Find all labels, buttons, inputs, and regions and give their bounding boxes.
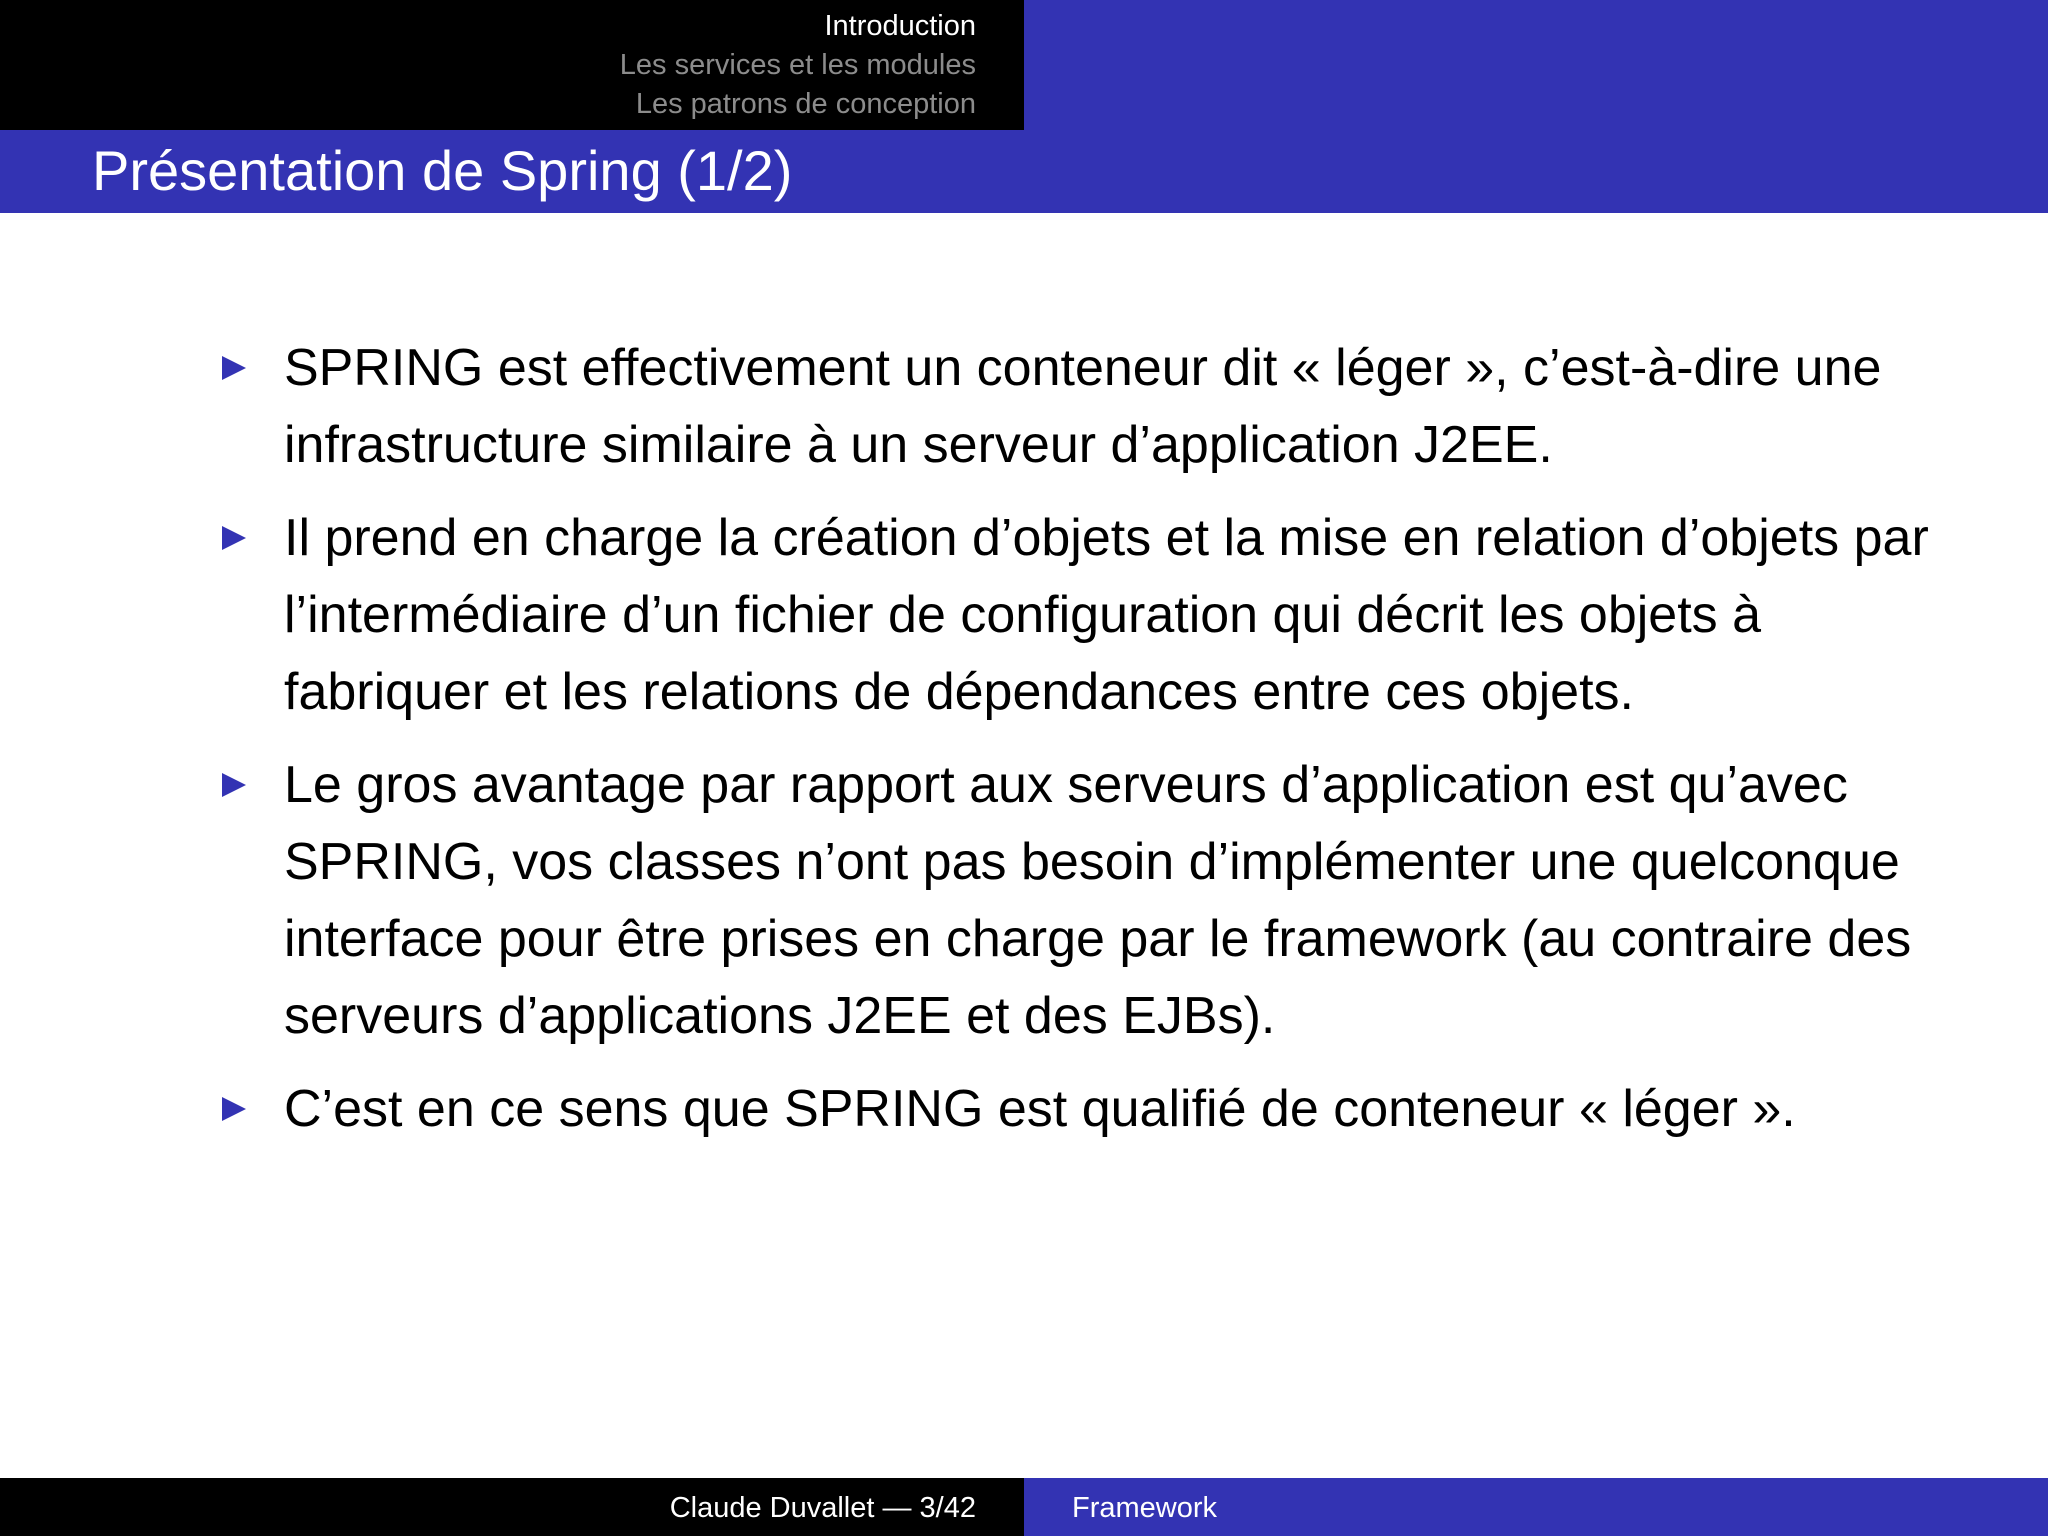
bullet-text: SPRING est effectivement un conteneur dit « léger », c’est-à-dire une infrastructure similaire à un serveur d’application J2EE.	[284, 339, 1882, 474]
bullet-text: Il prend en charge la création d’objets et la mise en relation d’objets par l’intermédiaire d’un fichier de configuration qui décrit les objets à fabriquer et les relations de dépendances entre ces objets.	[284, 509, 1929, 721]
header-bar	[0, 0, 2048, 130]
bullet-text: C’est en ce sens que SPRING est qualifié de conteneur « léger ».	[284, 1080, 1796, 1138]
bullet-item	[222, 500, 1942, 731]
section-navigation	[620, 7, 976, 124]
bullet-item	[222, 1071, 1942, 1148]
footer-author-panel	[0, 1478, 1024, 1536]
footer-author-page: Claude Duvallet — 3/42	[669, 1492, 976, 1524]
footer-presentation-title: Framework	[1072, 1492, 1218, 1524]
triangle-bullet-icon	[222, 356, 246, 380]
bullet-item	[222, 747, 1942, 1055]
nav-section-design-patterns[interactable]: Les patrons de conception	[635, 88, 976, 120]
triangle-bullet-icon	[222, 526, 246, 550]
nav-section-services-modules[interactable]: Les services et les modules	[619, 49, 976, 81]
triangle-bullet-icon	[222, 1097, 246, 1121]
section-navigation-panel	[0, 0, 1024, 130]
header-accent-panel	[1024, 0, 2048, 130]
bullet-text: Le gros avantage par rapport aux serveurs d’application est qu’avec SPRING, vos classes n’ont pas besoin d’implémenter une quelconque interface pour être prises en charge par le framework (au contraire des serveurs d’applications J2EE et des EJBs).	[284, 756, 1912, 1045]
nav-section-introduction[interactable]: Introduction	[824, 10, 976, 42]
bullet-item	[222, 330, 1942, 484]
footer-bar	[0, 1478, 2048, 1536]
triangle-bullet-icon	[222, 773, 246, 797]
bullet-list	[222, 330, 1942, 1164]
slide-title: Présentation de Spring (1/2)	[92, 139, 793, 202]
title-bar	[0, 130, 2048, 213]
footer-title-panel	[1024, 1478, 2048, 1536]
